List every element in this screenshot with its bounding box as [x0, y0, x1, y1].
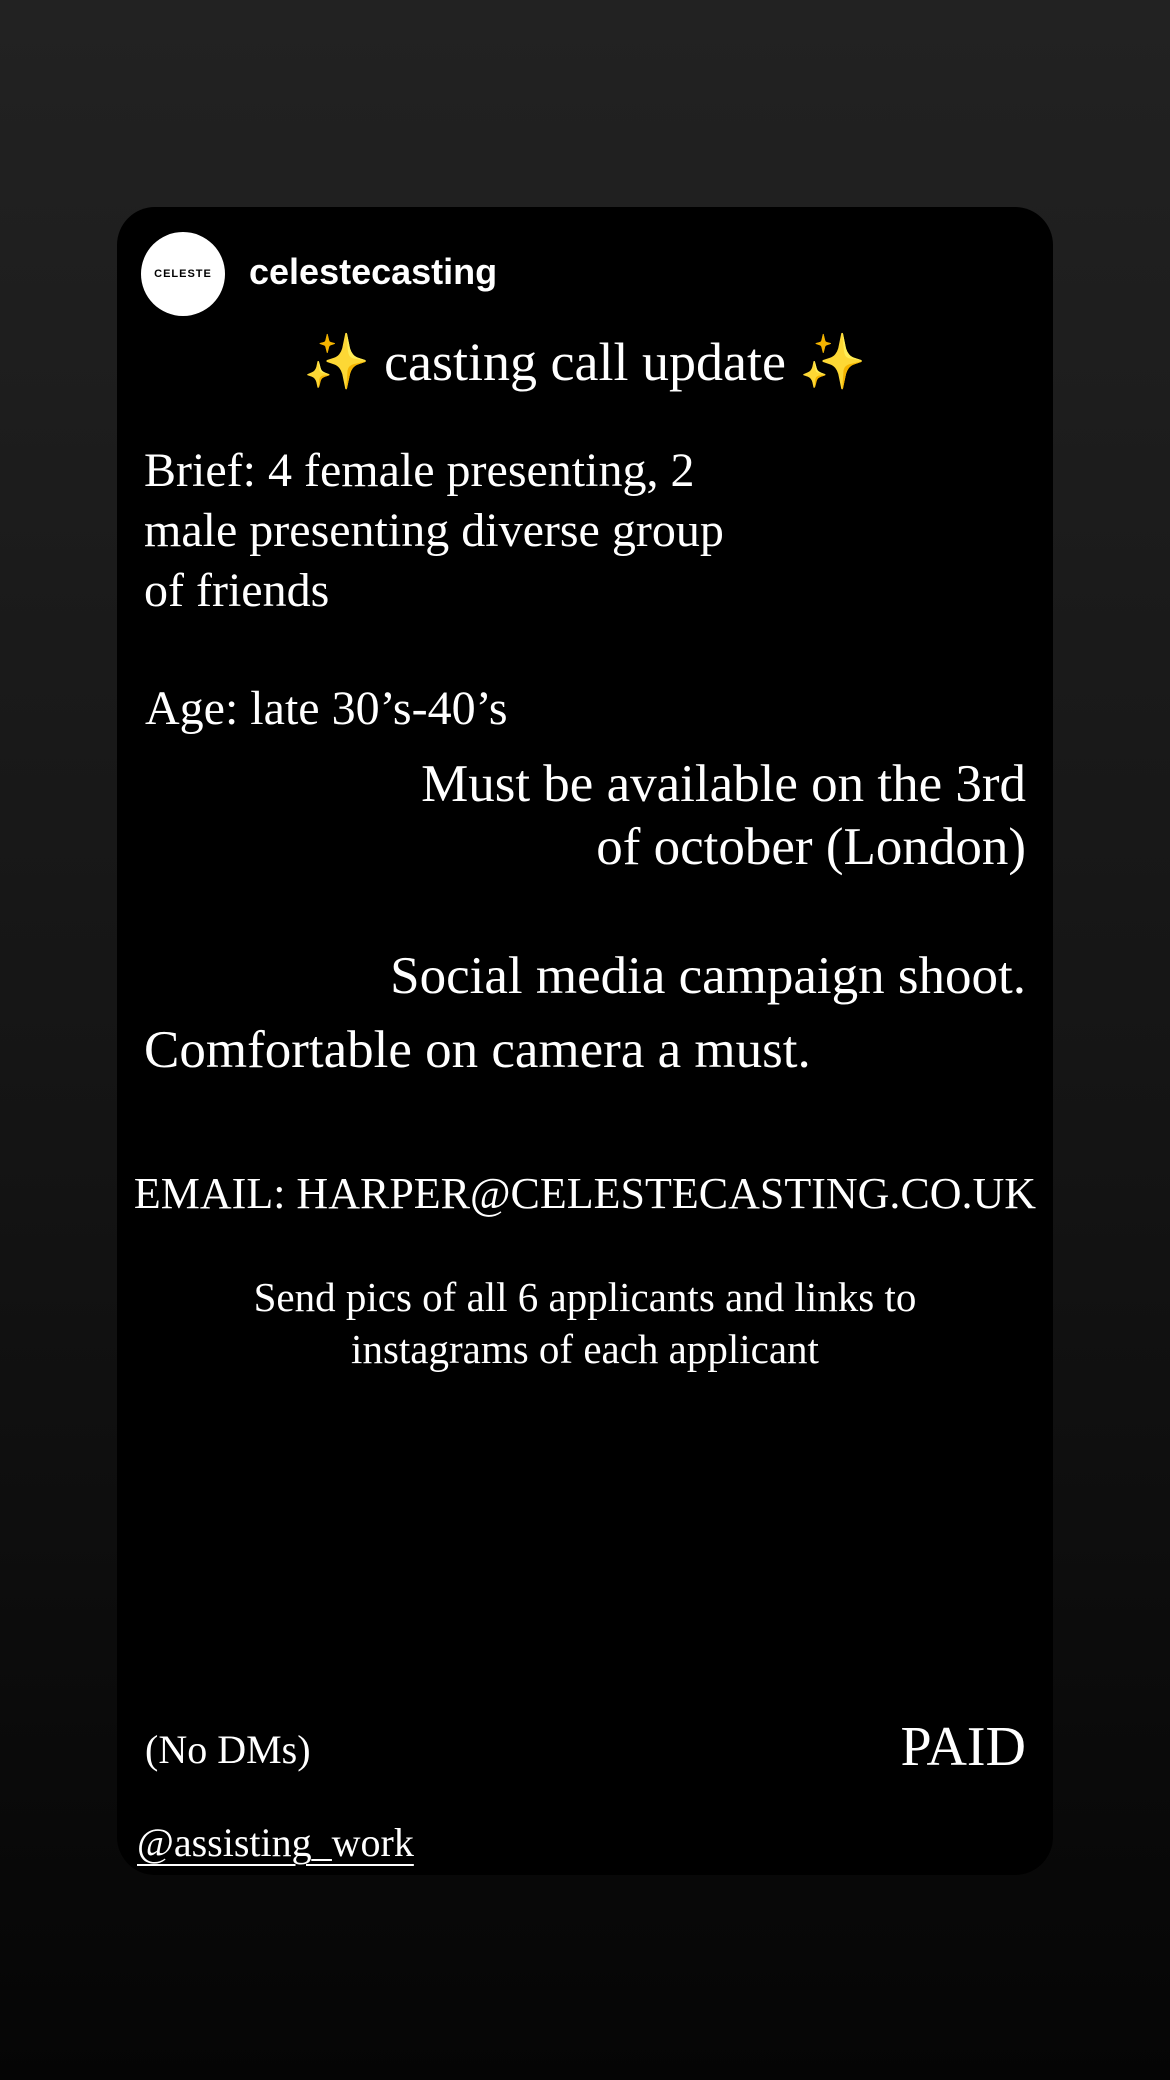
instructions-line: instagrams of each applicant [351, 1326, 819, 1372]
age-text: Age: late 30’s-40’s [145, 682, 508, 735]
email-text: EMAIL: HARPER@CELESTECASTING.CO.UK [133, 1169, 1037, 1218]
availability-text [421, 753, 1026, 879]
headline-text: casting call update [370, 332, 800, 392]
requirement-text: Comfortable on camera a must. [144, 1021, 811, 1079]
brief-text [144, 441, 724, 621]
instructions-line: Send pics of all 6 applicants and links to [253, 1274, 917, 1320]
availability-line: Must be available on the 3rd [421, 755, 1026, 813]
avatar-logo-text: CELESTE [154, 268, 212, 280]
account-username[interactable]: celestecasting [249, 251, 498, 292]
campaign-text: Social media campaign shoot. [390, 947, 1026, 1005]
mention-link[interactable]: @assisting_work [137, 1820, 414, 1865]
no-dms-text: (No DMs) [145, 1727, 311, 1772]
sparkle-icon: ✨ [799, 332, 867, 392]
instructions-text [117, 1271, 1053, 1375]
headline [117, 330, 1053, 394]
account-avatar[interactable] [141, 232, 225, 316]
brief-line: male presenting diverse group [144, 504, 724, 557]
brief-line: of friends [144, 564, 330, 617]
brief-line: Brief: 4 female presenting, 2 [144, 444, 695, 497]
paid-text: PAID [900, 1716, 1026, 1778]
availability-line: of october (London) [596, 818, 1026, 876]
sparkle-icon: ✨ [303, 332, 371, 392]
